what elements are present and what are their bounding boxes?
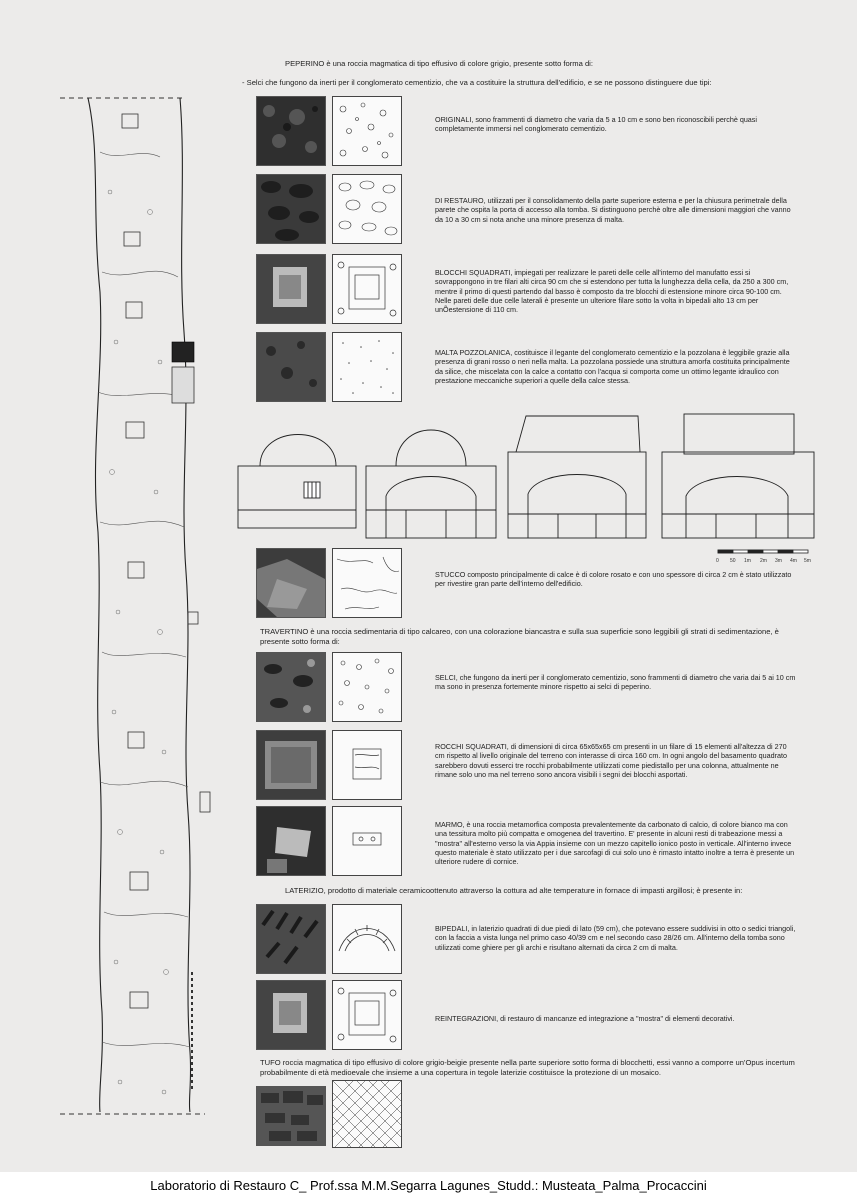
peperino-heading: PEPERINO è una roccia magmatica di tipo effusivo di colore grigio, presente sotto forma di: [285,59,593,68]
stucco-sketch [332,548,402,618]
peperino-restauro-sketch [332,174,402,244]
tomb-elevations [236,410,820,570]
scale-label: 5m [804,558,811,564]
travertino-rocchi-text: ROCCHI SQUADRATI, di dimensioni di circa 65x65x65 cm presenti in un filare di 15 elementi all'altezza di 270 cm rispetto al livello originale del terreno con interasse di circa 160 cm. In ogni angolo del basamento quadrato sarebbero dovuti esserci tre rocchi probabilmente utilizzati come piedistallo per una colonna, attualmente ne rimane solo uno ma nel terreno sono ancora visibili i segni dei blocchi asportati. [435,742,787,779]
peperino-blocchi-text: BLOCCHI SQUADRATI, impiegati per realizzare le pareti delle celle all'interno del manufatto essi si sovrappongono in tre filari alti circa 90 cm che si estendono per tutta la lunghezza della cella, da 250 a 300 cm, mentre il primo di questi partendo dal basso è composto da tre blocchi di estensione minore circa 90-100 cm. Nelle pareti delle due celle laterali è presente un ulteriore filare sotto la volta in bipedali alto 13 cm per unÕestensione di 110 cm. [435,268,789,315]
stucco-text: STUCCO composto principalmente di calce è di colore rosato e con uno spessore di circa 2 cm è stato utilizzato per rivestire gran parte dell'interno dell'edificio. [435,570,792,589]
peperino-malta-text: MALTA POZZOLANICA, costituisce il legante del conglomerato cementizio e la pozzolana è leggibile grazie alla presenza di grani rosso o neri nella malta. La pozzolana possiede una struttura amorfa costituita principalmente da silice, che miscelata con la calce a contatto con l'acqua si comporta come un ottimo legante idraulico con prestazione meccaniche superiori a quelle della calce stessa. [435,348,790,385]
laterizio-heading: LATERIZIO, prodotto di materiale ceramicoottenuto attraverso la cottura ad alte temperature in fornace di impasti argillosi; è presente in: [285,886,743,895]
travertino-marmo-text: MARMO, è una roccia metamorfica composta prevalentemente da carbonato di calcio, di colore bianco ma con una tessitura molto più compatta e omogenea del travertino. E' presente in alcuni resti di trabeazione messi a "mostra" all'esterno verso la via Appia insieme con un mezzo capitello ionico posto in verticale. All'interno invece questo materiale è stato utilizzato per i due sarcofagi di cui solo uno è rimasto intatto inoltre a terra è presente un ulteriore rudere di cornice. [435,820,795,867]
laterizio-reintegrazioni-sketch [332,980,402,1050]
peperino-blocchi-sketch [332,254,402,324]
stucco-photo [256,548,326,618]
wall-elevation-strip [60,92,220,1122]
travertino-selci-text: SELCI, che fungono da inerti per il conglomerato cementizio, sono frammenti di diametro che varia dai 5 ai 10 cm ma sono in presenza fortemente minore rispetto ai selci di peperino. [435,673,796,692]
peperino-restauro-text: DI RESTAURO, utilizzati per il consolidamento della parte superiore esterna e per la chiusura perimetrale della parete che ospita la porta di accesso alla tomba. Si distinguono perchè oltre alle dimensioni maggiori che vanno da 10 a 30 cm si nota anche una minore presenza di malta. [435,196,791,224]
travertino-marmo-photo [256,806,326,876]
travertino-rocchi-photo [256,730,326,800]
travertino-rocchi-sketch [332,730,402,800]
peperino-subheading: - Selci che fungono da inerti per il conglomerato cementizio, che va a costituire la struttura dell'edificio, e se ne possono distinguere due tipi: [242,78,712,87]
tufo-photo [256,1086,326,1146]
tufo-heading: TUFO roccia magmatica di tipo effusivo di colore grigio-beigie presente nella parte superiore sotto forma di blocchetti, essi vanno a comporre un'Opus incertum probabilmente di età medioevale che insieme a una copertura in tegole laterizie costituisce la protezione di un mosaico. [260,1058,795,1077]
travertino-selci-photo [256,652,326,722]
laterizio-reintegrazioni-text: REINTEGRAZIONI, di restauro di mancanze ed integrazione a "mostra" di elementi decorativi. [435,1014,735,1023]
travertino-heading: TRAVERTINO è una roccia sedimentaria di tipo calcareo, con una colorazione biancastra e sulla sua superficie sono leggibili gli strati di sedimentazione, è presente sotto forma di: [260,627,779,646]
peperino-malta-photo [256,332,326,402]
laterizio-bipedali-text: BIPEDALI, in laterizio quadrati di due piedi di lato (59 cm), che potevano essere suddivisi in otto o sedici triangoli, con la faccia a vista lunga nel primo caso 40/39 cm e nel secondo caso 28/26 cm. All'interno della tomba sono utilizzati come ghiere per gli archi e risultano alternati da circa 2 cm di malta. [435,924,796,952]
travertino-selci-sketch [332,652,402,722]
scale-label: 4m [790,558,797,564]
peperino-blocchi-photo [256,254,326,324]
peperino-malta-sketch [332,332,402,402]
laterizio-reintegrazioni-photo [256,980,326,1050]
scale-label: 2m [760,558,767,564]
scale-label: 1m [744,558,751,564]
peperino-restauro-photo [256,174,326,244]
tufo-sketch [332,1080,402,1148]
footer-credits: Laboratorio di Restauro C_ Prof.ssa M.M.Segarra Lagunes_Studd.: Musteata_Palma_Procaccini [0,1172,857,1200]
travertino-marmo-sketch [332,806,402,876]
laterizio-bipedali-photo [256,904,326,974]
scale-label: 3m [775,558,782,564]
peperino-originali-sketch [332,96,402,166]
laterizio-bipedali-sketch [332,904,402,974]
peperino-originali-text: ORIGINALI, sono frammenti di diametro che varia da 5 a 10 cm e sono ben riconoscibili perchè quasi completamente immersi nel conglomerato cementizio. [435,115,757,134]
scale-label: 0 [716,558,719,564]
peperino-originali-photo [256,96,326,166]
scale-label: 50 [730,558,736,564]
